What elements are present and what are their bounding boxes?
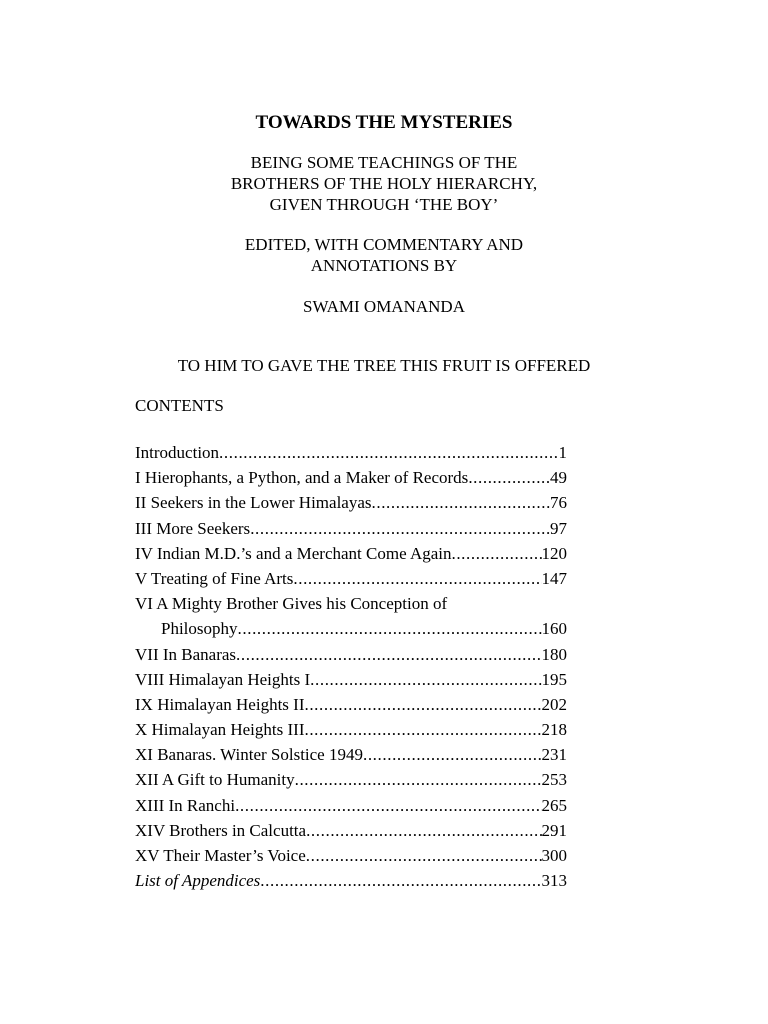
toc-entry	[135, 516, 567, 541]
toc-entry-title: Philosophy	[161, 619, 238, 639]
toc-entry-title: List of Appendices	[135, 871, 261, 891]
edited-line-1: EDITED, WITH COMMENTARY AND	[244, 235, 524, 254]
toc-entry-page: 202	[541, 694, 567, 714]
toc-entry	[135, 667, 567, 692]
toc-entry-page: 265	[541, 795, 567, 815]
toc-entry-title: IV Indian M.D.’s and a Merchant Come Again	[135, 543, 452, 563]
toc-leader-dots	[372, 490, 551, 515]
toc-entry	[135, 541, 567, 566]
toc-entry-title: XI Banaras. Winter Solstice 1949	[135, 745, 363, 765]
toc-entry	[135, 490, 567, 515]
toc-entry-page: 180	[541, 644, 567, 664]
toc-entry	[135, 767, 567, 792]
dedication: TO HIM TO GAVE THE TREE THIS FRUIT IS OFFERED	[177, 356, 591, 375]
toc-entry-page: 160	[541, 619, 567, 639]
toc-entry-page: 147	[541, 568, 567, 588]
toc-entry-page: 195	[541, 669, 567, 689]
toc-entry-title: VIII Himalayan Heights I	[135, 669, 311, 689]
toc-leader-dots	[306, 818, 541, 843]
toc-entry-title: XIII In Ranchi	[135, 795, 236, 815]
toc-leader-dots	[306, 843, 542, 868]
toc-entry-page: 97	[550, 518, 567, 538]
edited-line-2: ANNOTATIONS BY	[310, 256, 458, 275]
toc-leader-dots	[250, 516, 550, 541]
toc-entry-page: 1	[558, 443, 567, 462]
toc-entry-page: 218	[541, 720, 567, 740]
toc-entry-title: X Himalayan Heights III	[135, 720, 305, 740]
toc-entry-title: I Hierophants, a Python, and a Maker of Records	[135, 468, 469, 488]
toc-entry-page: 120	[541, 543, 567, 563]
toc-entry	[135, 440, 567, 465]
toc-leader-dots	[468, 465, 550, 490]
toc-leader-dots	[235, 793, 541, 818]
toc-leader-dots	[304, 717, 541, 742]
toc-entry-title: XV Their Master’s Voice	[135, 846, 306, 865]
toc-leader-dots	[304, 692, 541, 717]
toc-entry-page: 300	[541, 846, 567, 865]
toc-leader-dots	[363, 742, 542, 767]
toc-leader-dots	[260, 868, 541, 893]
toc-entry-title: IX Himalayan Heights II	[135, 694, 305, 714]
toc-entry-title: V Treating of Fine Arts	[135, 568, 294, 588]
toc-entry	[135, 566, 567, 591]
toc-entry-page: 76	[550, 493, 567, 513]
subtitle-line-1: BEING SOME TEACHINGS OF THE	[250, 153, 518, 172]
toc-entry-page: 313	[541, 871, 567, 891]
toc-leader-dots	[451, 541, 541, 566]
toc-entry-title: III More Seekers	[135, 518, 251, 538]
toc-entry	[135, 642, 567, 667]
toc-entry-title: VI A Mighty Brother Gives his Conception of	[135, 594, 448, 614]
table-of-contents	[135, 440, 567, 893]
toc-entry	[135, 717, 567, 742]
toc-entry-title: II Seekers in the Lower Himalayas	[135, 493, 372, 513]
toc-entry	[135, 843, 567, 868]
toc-entry	[135, 742, 567, 767]
toc-entry	[135, 818, 567, 843]
author-name: SWAMI OMANANDA	[303, 297, 465, 316]
toc-entry	[135, 465, 567, 490]
toc-entry	[135, 868, 567, 893]
toc-leader-dots	[293, 566, 541, 591]
toc-entry	[135, 793, 567, 818]
subtitle-line-3: GIVEN THROUGH ‘THE BOY’	[269, 195, 499, 214]
toc-leader-dots	[219, 440, 558, 465]
toc-entry-page: 291	[541, 820, 567, 840]
toc-entry-page: 49	[550, 468, 567, 488]
book-title: TOWARDS THE MYSTERIES	[255, 112, 513, 133]
toc-entry-title: XII A Gift to Humanity	[135, 770, 295, 790]
toc-entry	[135, 591, 567, 616]
toc-entry-title: VII In Banaras	[135, 644, 237, 664]
toc-entry-title: XIV Brothers in Calcutta	[135, 820, 307, 840]
contents-heading: CONTENTS	[135, 396, 224, 415]
toc-entry-title: Introduction	[135, 443, 220, 462]
toc-entry	[135, 616, 567, 641]
toc-entry-page: 231	[541, 745, 567, 765]
toc-leader-dots	[238, 616, 542, 641]
toc-leader-dots	[310, 667, 541, 692]
subtitle-line-2: BROTHERS OF THE HOLY HIERARCHY,	[230, 174, 538, 193]
toc-entry-page: 253	[541, 770, 567, 790]
toc-leader-dots	[295, 767, 542, 792]
toc-entry	[135, 692, 567, 717]
toc-leader-dots	[236, 642, 541, 667]
